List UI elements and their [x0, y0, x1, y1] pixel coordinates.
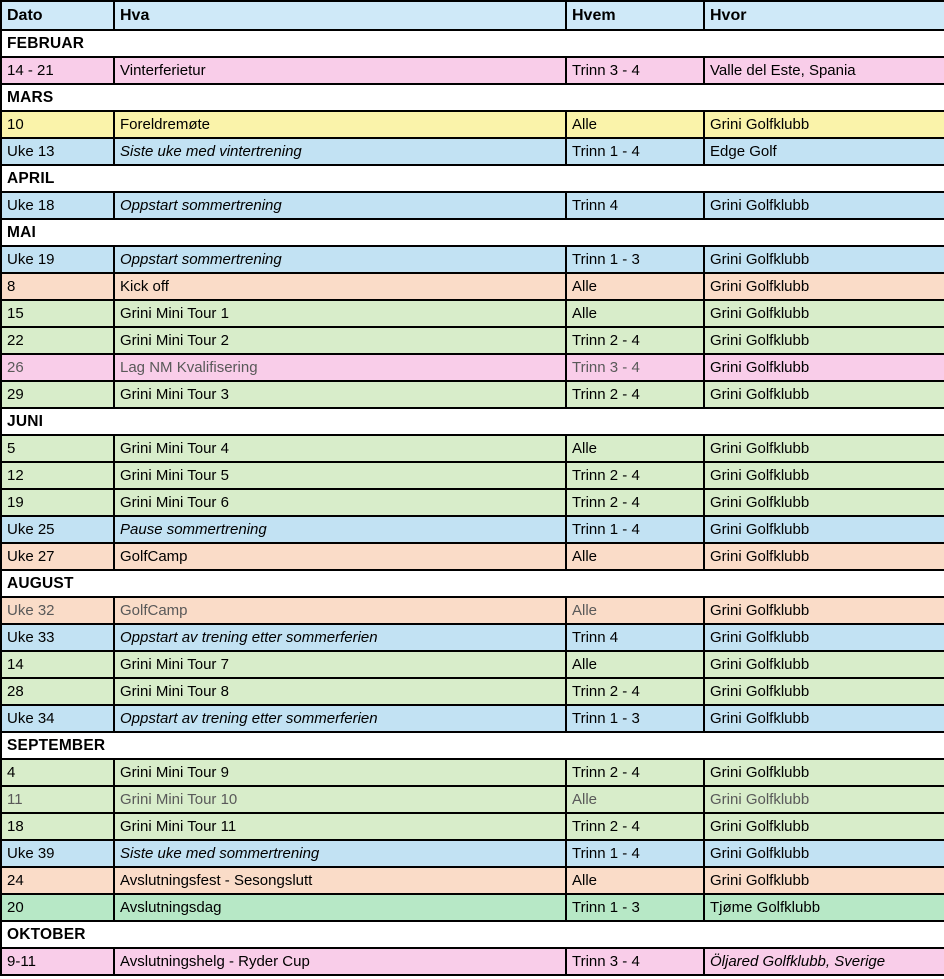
cell-dato: Uke 25 — [1, 516, 114, 543]
month-section-row — [1, 219, 944, 246]
cell-hvor: Grini Golfklubb — [704, 813, 944, 840]
cell-hvor: Grini Golfklubb — [704, 651, 944, 678]
cell-hvor: Grini Golfklubb — [704, 867, 944, 894]
event-row — [1, 435, 944, 462]
schedule-body — [1, 30, 944, 975]
cell-hvor: Grini Golfklubb — [704, 516, 944, 543]
cell-hvor: Grini Golfklubb — [704, 300, 944, 327]
cell-hvor: Grini Golfklubb — [704, 111, 944, 138]
event-row — [1, 678, 944, 705]
cell-hvem: Alle — [566, 867, 704, 894]
event-row — [1, 381, 944, 408]
cell-hvem: Alle — [566, 111, 704, 138]
cell-dato: 15 — [1, 300, 114, 327]
month-section-row — [1, 30, 944, 57]
cell-hva: Grini Mini Tour 11 — [114, 813, 566, 840]
cell-dato: 8 — [1, 273, 114, 300]
cell-hvem: Trinn 1 - 3 — [566, 894, 704, 921]
cell-hvem: Trinn 4 — [566, 624, 704, 651]
event-row — [1, 759, 944, 786]
cell-hvem: Alle — [566, 597, 704, 624]
cell-hva: Avslutningshelg - Ryder Cup — [114, 948, 566, 975]
cell-dato: 14 — [1, 651, 114, 678]
event-row — [1, 786, 944, 813]
cell-hvor: Grini Golfklubb — [704, 624, 944, 651]
cell-hvor: Grini Golfklubb — [704, 354, 944, 381]
cell-hvor: Grini Golfklubb — [704, 786, 944, 813]
cell-hva: Oppstart sommertrening — [114, 192, 566, 219]
cell-hvem: Trinn 4 — [566, 192, 704, 219]
cell-hvor: Grini Golfklubb — [704, 543, 944, 570]
cell-dato: Uke 18 — [1, 192, 114, 219]
cell-hvor: Grini Golfklubb — [704, 381, 944, 408]
event-row — [1, 327, 944, 354]
cell-hva: Kick off — [114, 273, 566, 300]
cell-hvor: Grini Golfklubb — [704, 327, 944, 354]
cell-hva: Avslutningsdag — [114, 894, 566, 921]
month-header-label: AUGUST — [1, 570, 944, 597]
cell-hva: Grini Mini Tour 10 — [114, 786, 566, 813]
cell-hvor: Grini Golfklubb — [704, 840, 944, 867]
cell-hvem: Trinn 2 - 4 — [566, 489, 704, 516]
column-header-hvor: Hvor — [704, 1, 944, 30]
cell-dato: 24 — [1, 867, 114, 894]
cell-hvem: Alle — [566, 543, 704, 570]
event-row — [1, 624, 944, 651]
cell-hvor: Grini Golfklubb — [704, 597, 944, 624]
event-row — [1, 462, 944, 489]
cell-hvor: Grini Golfklubb — [704, 192, 944, 219]
cell-hvor: Grini Golfklubb — [704, 273, 944, 300]
event-row — [1, 246, 944, 273]
month-header-label: APRIL — [1, 165, 944, 192]
cell-hvem: Trinn 2 - 4 — [566, 759, 704, 786]
cell-hva: Oppstart av trening etter sommerferien — [114, 624, 566, 651]
cell-hva: Grini Mini Tour 3 — [114, 381, 566, 408]
cell-hvem: Trinn 1 - 4 — [566, 138, 704, 165]
cell-hvor: Grini Golfklubb — [704, 462, 944, 489]
event-row — [1, 57, 944, 84]
cell-dato: 12 — [1, 462, 114, 489]
month-header-label: MARS — [1, 84, 944, 111]
cell-hvor: Grini Golfklubb — [704, 705, 944, 732]
cell-hva: Lag NM Kvalifisering — [114, 354, 566, 381]
cell-hvor: Edge Golf — [704, 138, 944, 165]
month-header-label: OKTOBER — [1, 921, 944, 948]
cell-hva: Grini Mini Tour 1 — [114, 300, 566, 327]
cell-dato: 5 — [1, 435, 114, 462]
cell-dato: Uke 32 — [1, 597, 114, 624]
cell-dato: 19 — [1, 489, 114, 516]
cell-hvem: Trinn 1 - 3 — [566, 705, 704, 732]
event-row — [1, 489, 944, 516]
cell-hva: Grini Mini Tour 2 — [114, 327, 566, 354]
cell-hvem: Alle — [566, 300, 704, 327]
cell-hvem: Trinn 2 - 4 — [566, 327, 704, 354]
cell-hva: Grini Mini Tour 5 — [114, 462, 566, 489]
cell-hvem: Trinn 2 - 4 — [566, 813, 704, 840]
event-row — [1, 354, 944, 381]
event-row — [1, 597, 944, 624]
cell-hvor: Grini Golfklubb — [704, 435, 944, 462]
cell-hva: GolfCamp — [114, 543, 566, 570]
cell-hvor: Grini Golfklubb — [704, 759, 944, 786]
cell-dato: 10 — [1, 111, 114, 138]
month-header-label: SEPTEMBER — [1, 732, 944, 759]
column-header-hva: Hva — [114, 1, 566, 30]
cell-dato: 29 — [1, 381, 114, 408]
cell-dato: Uke 13 — [1, 138, 114, 165]
month-section-row — [1, 570, 944, 597]
event-row — [1, 894, 944, 921]
cell-hvem: Alle — [566, 435, 704, 462]
cell-hva: Oppstart sommertrening — [114, 246, 566, 273]
event-row — [1, 867, 944, 894]
event-row — [1, 705, 944, 732]
cell-hva: GolfCamp — [114, 597, 566, 624]
cell-hva: Siste uke med vintertrening — [114, 138, 566, 165]
cell-hva: Foreldremøte — [114, 111, 566, 138]
cell-hva: Grini Mini Tour 8 — [114, 678, 566, 705]
event-row — [1, 516, 944, 543]
month-section-row — [1, 408, 944, 435]
cell-dato: 4 — [1, 759, 114, 786]
column-header-dato: Dato — [1, 1, 114, 30]
cell-hvem: Trinn 1 - 4 — [566, 516, 704, 543]
cell-hva: Vinterferietur — [114, 57, 566, 84]
event-row — [1, 138, 944, 165]
cell-hvem: Trinn 3 - 4 — [566, 354, 704, 381]
event-row — [1, 948, 944, 975]
event-row — [1, 543, 944, 570]
cell-hva: Pause sommertrening — [114, 516, 566, 543]
cell-dato: 22 — [1, 327, 114, 354]
event-row — [1, 300, 944, 327]
event-row — [1, 192, 944, 219]
cell-dato: 9-11 — [1, 948, 114, 975]
cell-dato: 26 — [1, 354, 114, 381]
event-row — [1, 813, 944, 840]
event-row — [1, 840, 944, 867]
cell-hvem: Trinn 1 - 4 — [566, 840, 704, 867]
event-row — [1, 111, 944, 138]
cell-dato: 11 — [1, 786, 114, 813]
cell-hva: Grini Mini Tour 6 — [114, 489, 566, 516]
cell-hvem: Trinn 1 - 3 — [566, 246, 704, 273]
cell-hva: Grini Mini Tour 7 — [114, 651, 566, 678]
cell-hvem: Alle — [566, 786, 704, 813]
cell-hvor: Öljared Golfklubb, Sverige — [704, 948, 944, 975]
cell-dato: Uke 19 — [1, 246, 114, 273]
cell-dato: Uke 34 — [1, 705, 114, 732]
cell-hvor: Valle del Este, Spania — [704, 57, 944, 84]
cell-dato: 20 — [1, 894, 114, 921]
cell-dato: 18 — [1, 813, 114, 840]
cell-hvem: Trinn 2 - 4 — [566, 381, 704, 408]
cell-dato: 28 — [1, 678, 114, 705]
cell-hvem: Alle — [566, 273, 704, 300]
cell-hva: Grini Mini Tour 4 — [114, 435, 566, 462]
month-header-label: JUNI — [1, 408, 944, 435]
cell-hva: Siste uke med sommertrening — [114, 840, 566, 867]
cell-hva: Oppstart av trening etter sommerferien — [114, 705, 566, 732]
cell-hvem: Alle — [566, 651, 704, 678]
event-row — [1, 651, 944, 678]
cell-hvor: Grini Golfklubb — [704, 246, 944, 273]
month-section-row — [1, 84, 944, 111]
cell-hvor: Tjøme Golfklubb — [704, 894, 944, 921]
cell-hvor: Grini Golfklubb — [704, 489, 944, 516]
cell-dato: 14 - 21 — [1, 57, 114, 84]
month-section-row — [1, 921, 944, 948]
cell-hvem: Trinn 3 - 4 — [566, 948, 704, 975]
event-row — [1, 273, 944, 300]
cell-hva: Avslutningsfest - Sesongslutt — [114, 867, 566, 894]
cell-hvem: Trinn 2 - 4 — [566, 462, 704, 489]
cell-hvem: Trinn 3 - 4 — [566, 57, 704, 84]
cell-dato: Uke 27 — [1, 543, 114, 570]
header-row — [1, 1, 944, 30]
month-header-label: FEBRUAR — [1, 30, 944, 57]
month-section-row — [1, 165, 944, 192]
cell-dato: Uke 39 — [1, 840, 114, 867]
cell-dato: Uke 33 — [1, 624, 114, 651]
month-section-row — [1, 732, 944, 759]
month-header-label: MAI — [1, 219, 944, 246]
cell-hvor: Grini Golfklubb — [704, 678, 944, 705]
cell-hvem: Trinn 2 - 4 — [566, 678, 704, 705]
cell-hva: Grini Mini Tour 9 — [114, 759, 566, 786]
column-header-hvem: Hvem — [566, 1, 704, 30]
